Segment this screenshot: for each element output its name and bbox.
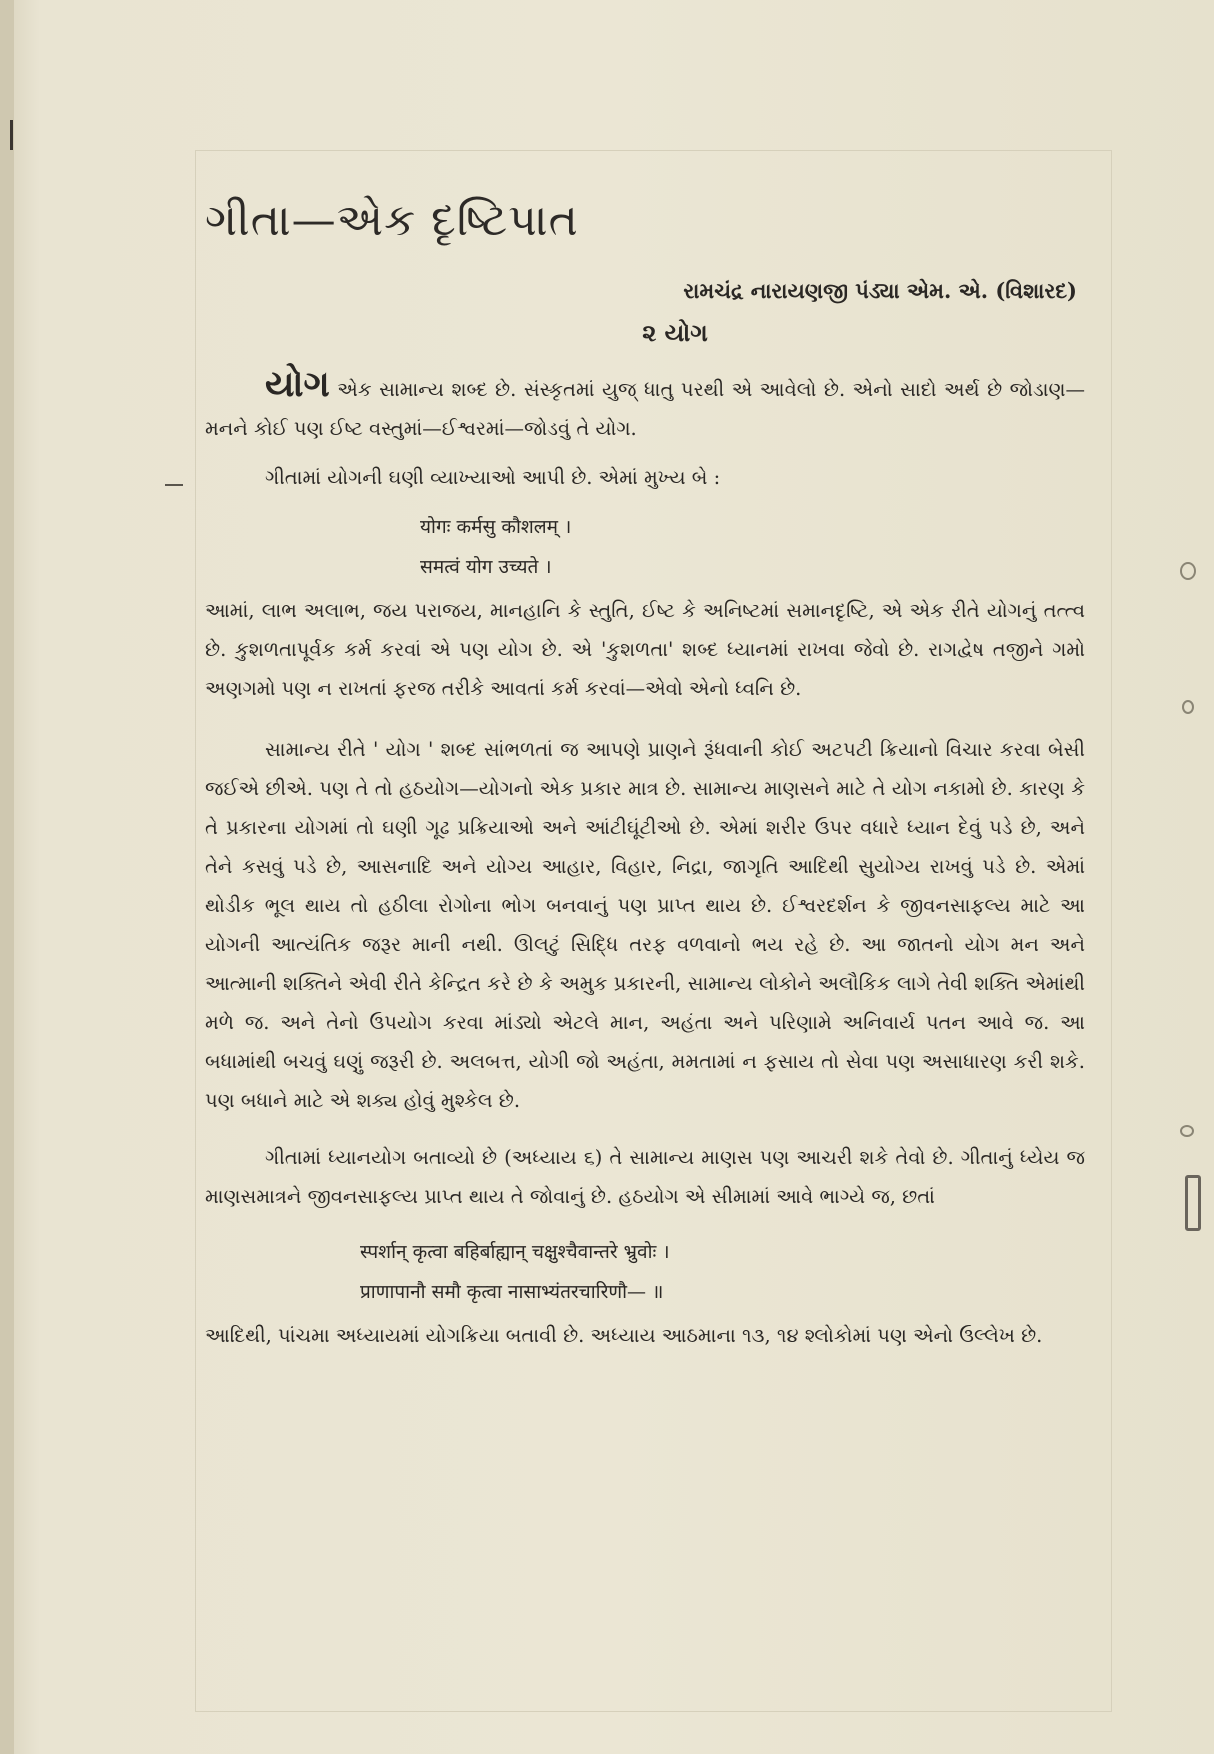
lead-word: યોગ bbox=[265, 363, 330, 405]
paragraph-5: ગીતામાં ધ્યાનયોગ બતાવ્યો છે (અધ્યાય ૬) તે સામાન્ય માણસ પણ આચરી શકે તેવો છે. ગીતાનું ધ્યેય જ માણસમાત્રને જીવનસાફલ્ય પ્રાપ્ત થાય તે જોવાનું છે. હઠયોગ એ સીમામાં આવે ભાગ્યે જ, છતાં bbox=[205, 1146, 1085, 1208]
punch-hole bbox=[1180, 562, 1196, 580]
verse-line: स्पर्शान् कृत्वा बहिर्बाह्यान् चक्षुश्चैवान्तरे भ्रुवोः । bbox=[360, 1241, 670, 1263]
margin-dash bbox=[165, 484, 183, 486]
punch-hole bbox=[1182, 700, 1194, 714]
paragraph-1-text: એક સામાન્ય શબ્દ છે. સંસ્કૃતમાં યુજ્ ધાતુ પરથી એ આવેલો છે. એનો સાદો અર્થ છે જોડાણ—મનને કોઈ પણ ઈષ્ટ વસ્તુમાં—ઈશ્વરમાં—જોડવું તે યોગ. bbox=[205, 378, 1085, 440]
margin-mark bbox=[10, 120, 13, 150]
staple-mark bbox=[1185, 1175, 1201, 1231]
article-title: ગીતા—એક દૃષ્ટિપાત bbox=[205, 195, 579, 246]
punch-hole bbox=[1180, 1125, 1194, 1137]
paragraph-1 bbox=[205, 363, 1085, 448]
section-heading: ૨ યોગ bbox=[642, 318, 708, 347]
sanskrit-verse-2 bbox=[205, 1232, 1085, 1312]
paragraph-2: ગીતામાં યોગની ઘણી વ્યાખ્યાઓ આપી છે. એમાં મુખ્ય બે : bbox=[265, 466, 721, 489]
paragraph-6: આદિથી, પાંચમા અધ્યાયમાં યોગક્રિયા બતાવી છે. અધ્યાય આઠમાના ૧૩, ૧૪ શ્લોકોમાં પણ એનો ઉલ્લેખ છે. bbox=[205, 1324, 1043, 1347]
article-body bbox=[205, 195, 1085, 1365]
paragraph-4: સામાન્ય રીતે ' યોગ ' શબ્દ સાંભળતાં જ આપણે પ્રાણને રૂંધવાની કોઈ અટપટી ક્રિયાનો વિચાર કરવા બેસી જઈએ છીએ. પણ તે તો હઠયોગ—યોગનો એક પ્રકાર માત્ર છે. સામાન્ય માણસને માટે તે યોગ નકામો છે. કારણ કે તે પ્રકારના યોગમાં તો ઘણી ગૂઢ પ્રક્રિયાઓ અને આંટીઘૂંટીઓ છે. એમાં શરીર ઉપર વધારે ધ્યાન દેવું પડે છે, અને તેને કસવું પડે છે, આસનાદિ અને યોગ્ય આહાર, વિહાર, નિદ્રા, જાગૃતિ આદિથી સુયોગ્ય રાખવું પડે છે. એમાં થોડીક ભૂલ થાય તો હઠીલા રોગોના ભોગ બનવાનું પણ પ્રાપ્ત થાય છે. ઈશ્વરદર્શન કે જીવનસાફલ્ય માટે આ યોગની આત્યંતિક જરૂર માની નથી. ઊલટું સિદ્ધિ તરફ વળવાનો ભય રહે છે. આ જાતનો યોગ મન અને આત્માની શક્તિને એવી રીતે કેન્દ્રિત કરે છે કે અમુક પ્રકારની, સામાન્ય લોકોને અલૌકિક લાગે તેવી શક્તિ એમાંથી મળે જ. અને તેનો ઉપયોગ કરવા માંડ્યો એટલે માન, અહંતા અને પરિણામે અનિવાર્ય પતન આવે જ. આ બધામાંથી બચવું ઘણું જરૂરી છે. અલબત્ત, યોગી જો અહંતા, મમતામાં ન ફસાય તો સેવા પણ અસાધારણ કરી શકે. પણ બધાને માટે એ શક્ય હોવું મુશ્કેલ છે. bbox=[205, 738, 1085, 1112]
verse-line: समत्वं योग उच्यते । bbox=[420, 556, 552, 578]
sanskrit-verse-1 bbox=[205, 507, 1085, 587]
page-left-edge bbox=[0, 0, 14, 1754]
paragraph-3: આમાં, લાભ અલાભ, જય પરાજય, માનહાનિ કે સ્તુતિ, ઈષ્ટ કે અનિષ્ટમાં સમાનદૃષ્ટિ, એ એક રીતે યોગનું તત્ત્વ છે. કુશળતાપૂર્વક કર્મ કરવાં એ પણ યોગ છે. એ 'કુશળતા' શબ્દ ધ્યાનમાં રાખવા જેવો છે. રાગદ્વેષ તજીને ગમો અણગમો પણ ન રાખતાં ફરજ તરીકે આવતાં કર્મ કરવાં—એવો એનો ધ્વનિ છે. bbox=[205, 599, 1085, 700]
article-author: રામચંદ્ર નારાયણજી પંડ્યા એમ. એ. (વિશારદ) bbox=[683, 278, 1077, 303]
verse-line: योगः कर्मसु कौशलम् । bbox=[420, 516, 572, 538]
verse-line: प्राणापानौ समौ कृत्वा नासाभ्यंतरचारिणौ— ॥ bbox=[360, 1281, 664, 1303]
